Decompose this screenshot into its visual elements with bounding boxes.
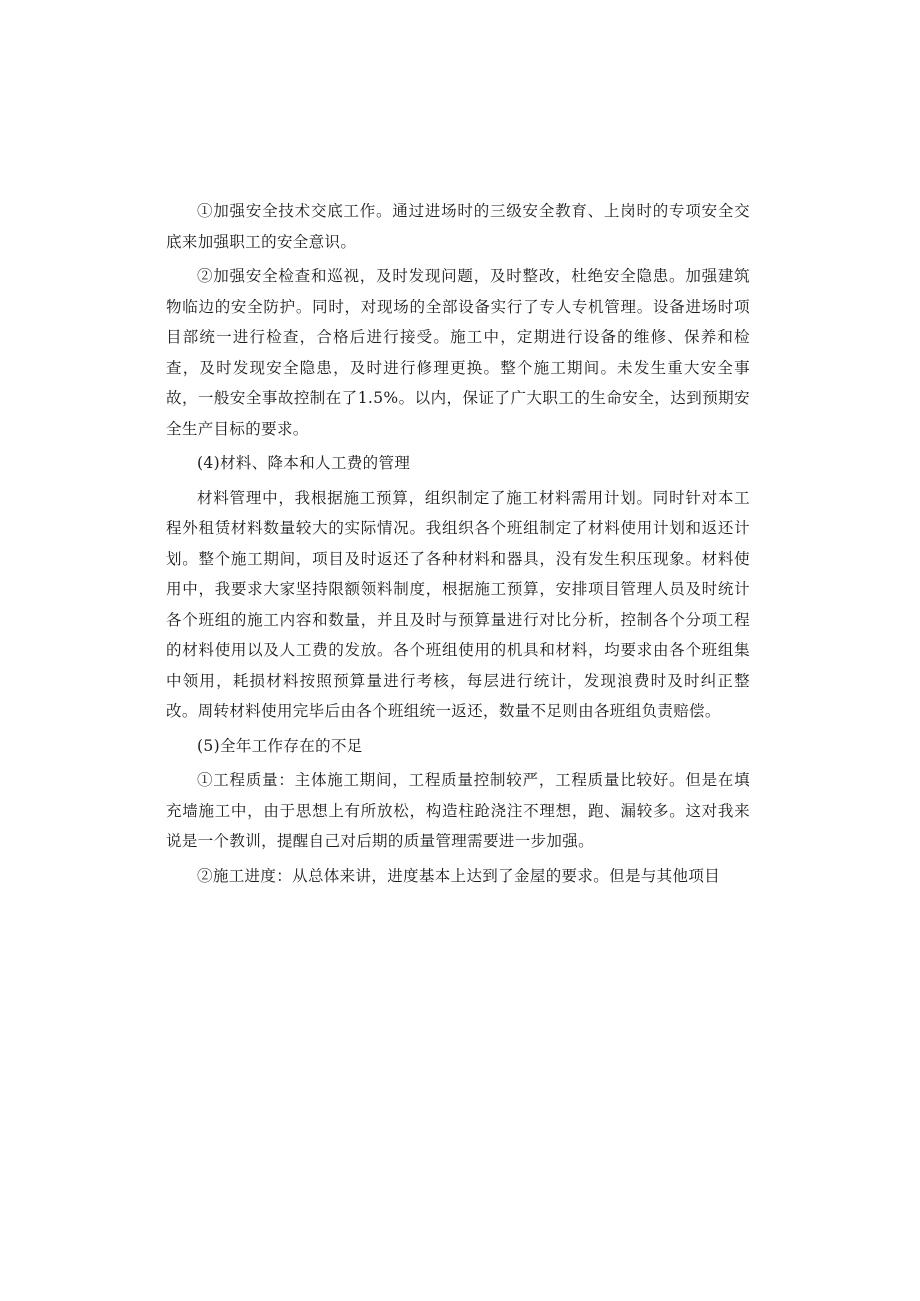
- section-heading-shortcomings: (5)全年工作存在的不足: [197, 736, 363, 755]
- paragraph-quality: ①工程质量：主体施工期间，工程质量控制较严，工程质量比较好。但是在填充墙施工中，由于思想上有所放松，构造柱跄浇注不理想，跑、漏较多。这对我来说是一个教训，提醒自己对后期的质量管理需要进一步加强。: [166, 771, 750, 850]
- paragraph-materials-management: 材料管理中，我根据施工预算，组织制定了施工材料需用计划。同时针对本工程外租赁材料数量较大的实际情况。我组织各个班组制定了材料使用计划和返还计划。整个施工期间，项目及时返还了各种材料和器具，没有发生积压现象。材料使用中，我要求大家坚持限额领料制度，根据施工预算，安排项目管理人员及时统计各个班组的施工内容和数量，并且及时与预算量进行对比分析，控制各个分项工程的材料使用以及人工费的发放。各个班组使用的机具和材料，均要求由各个班组集中领用，耗损材料按照预算量进行考核，每层进行统计，发现浪费时及时纠正整改。周转材料使用完毕后由各个班组统一返还，数量不足则由各班组负责赔偿。: [166, 488, 750, 720]
- paragraph-progress: ②施工进度：从总体来讲，进度基本上达到了金屋的要求。但是与其他项目: [197, 866, 721, 885]
- document-body: [166, 196, 750, 891]
- paragraph-safety-inspection: ②加强安全检查和巡视，及时发现问题，及时整改，杜绝安全隐患。加强建筑物临边的安全防护。同时，对现场的全部设备实行了专人专机管理。设备进场时项目部统一进行检查，合格后进行接受。施工中，定期进行设备的维修、保养和检查，及时发现安全隐患，及时进行修理更换。整个施工期间。未发生重大安全事故，一般安全事故控制在了1.5%。以内，保证了广大职工的生命安全，达到预期安全生产目标的要求。: [166, 267, 750, 438]
- paragraph-safety-briefing: ①加强安全技术交底工作。通过进场时的三级安全教育、上岗时的专项安全交底来加强职工的安全意识。: [166, 202, 750, 251]
- section-heading-materials: (4)材料、降本和人工费的管理: [197, 454, 411, 472]
